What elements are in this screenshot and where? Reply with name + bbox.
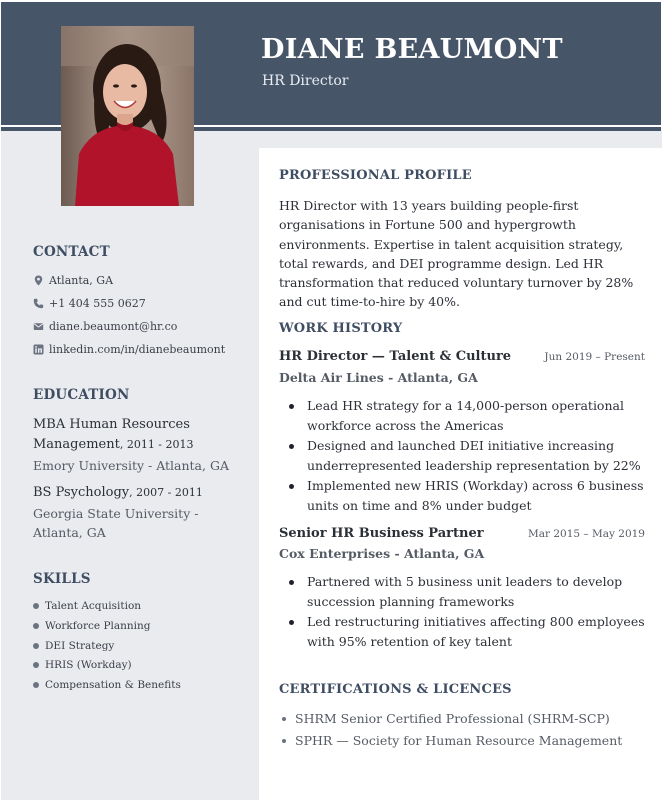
- education-degree-1: [33, 415, 243, 455]
- job-org-2: Cox Enterprises - Atlanta, GA: [279, 546, 485, 561]
- contact-phone-text: +1 404 555 0627: [49, 296, 146, 310]
- education-school-1: Emory University - Atlanta, GA: [33, 458, 229, 473]
- location-pin-icon: [33, 275, 44, 286]
- skill-item: [33, 618, 151, 634]
- candidate-name: DIANE BEAUMONT: [261, 34, 563, 65]
- skill-text: Compensation & Benefits: [45, 679, 181, 691]
- certifications-heading: CERTIFICATIONS & LICENCES: [279, 682, 512, 697]
- contact-location: [33, 272, 113, 288]
- profile-heading: PROFESSIONAL PROFILE: [279, 168, 472, 183]
- bullet-dot: [33, 643, 39, 649]
- skill-text: DEI Strategy: [45, 640, 115, 652]
- degree-name: BS Psychology: [33, 485, 130, 500]
- job-bullets-2: [307, 572, 652, 652]
- linkedin-icon: [33, 344, 44, 355]
- job-bullet: Lead HR strategy for a 14,000-person operational workforce across the Americas: [307, 396, 652, 436]
- education-heading: EDUCATION: [33, 387, 130, 403]
- phone-icon: [33, 298, 44, 309]
- profile-summary: HR Director with 13 years building people-first organisations in Fortune 500 and hypergrowth environments. Expertise in talent acquisition strategy, total rewards, and DEI programme design. Led HR transformation that reduced voluntary turnover by 28% and cut time-to-hire by 40%.: [279, 198, 634, 310]
- education-school-2: Georgia State University - Atlanta, GA: [33, 506, 199, 540]
- contact-heading: CONTACT: [33, 244, 110, 260]
- skills-heading: SKILLS: [33, 571, 91, 587]
- job-title-1: HR Director — Talent & Culture: [279, 349, 512, 364]
- job-org-1: Delta Air Lines - Atlanta, GA: [279, 370, 478, 385]
- degree-years: , 2007 - 2011: [129, 486, 203, 499]
- job-title-2: Senior HR Business Partner: [279, 526, 484, 541]
- job-bullet: Led restructuring initiatives affecting 800 employees with 95% retention of key talent: [307, 612, 652, 652]
- bullet-dot: [33, 623, 39, 629]
- bullet-dot: [33, 603, 39, 609]
- job-bullet: Partnered with 5 business unit leaders to develop succession planning frameworks: [307, 572, 652, 612]
- skill-text: Workforce Planning: [45, 620, 151, 632]
- contact-email-text[interactable]: diane.beaumont@hr.co: [49, 319, 178, 333]
- certification-item: SHRM Senior Certified Professional (SHRM-SCP): [295, 708, 650, 730]
- education-degree-2: [33, 483, 243, 503]
- bullet-dot: [33, 662, 39, 668]
- certification-item: SPHR — Society for Human Resource Management: [295, 730, 650, 752]
- candidate-role: HR Director: [262, 73, 349, 89]
- contact-location-text: Atlanta, GA: [49, 273, 114, 287]
- skill-text: Talent Acquisition: [45, 600, 142, 612]
- skill-item: [33, 638, 114, 654]
- skill-item: [33, 657, 132, 673]
- job-bullets-1: [307, 396, 652, 516]
- skill-item: [33, 598, 141, 614]
- certifications-list: [295, 708, 650, 752]
- skill-item: [33, 677, 181, 693]
- contact-linkedin[interactable]: [33, 341, 225, 357]
- email-icon: [33, 321, 44, 332]
- job-bullet: Designed and launched DEI initiative increasing underrepresented leadership representation by 22%: [307, 436, 652, 476]
- contact-phone: [33, 295, 146, 311]
- degree-name: MBA Human Resources Management: [33, 417, 190, 452]
- profile-photo: [61, 26, 194, 206]
- job-dates-2: Mar 2015 – May 2019: [527, 528, 645, 540]
- job-bullet: Implemented new HRIS (Workday) across 6 business units on time and 8% under budget: [307, 476, 652, 516]
- skill-text: HRIS (Workday): [45, 659, 132, 671]
- top-strip: [259, 131, 662, 148]
- job-dates-1: Jun 2019 – Present: [544, 351, 645, 363]
- bullet-dot: [33, 682, 39, 688]
- work-heading: WORK HISTORY: [279, 321, 403, 336]
- degree-years: , 2011 - 2013: [119, 438, 194, 451]
- contact-email[interactable]: [33, 318, 177, 334]
- contact-linkedin-text[interactable]: linkedin.com/in/dianebeaumont: [49, 342, 226, 356]
